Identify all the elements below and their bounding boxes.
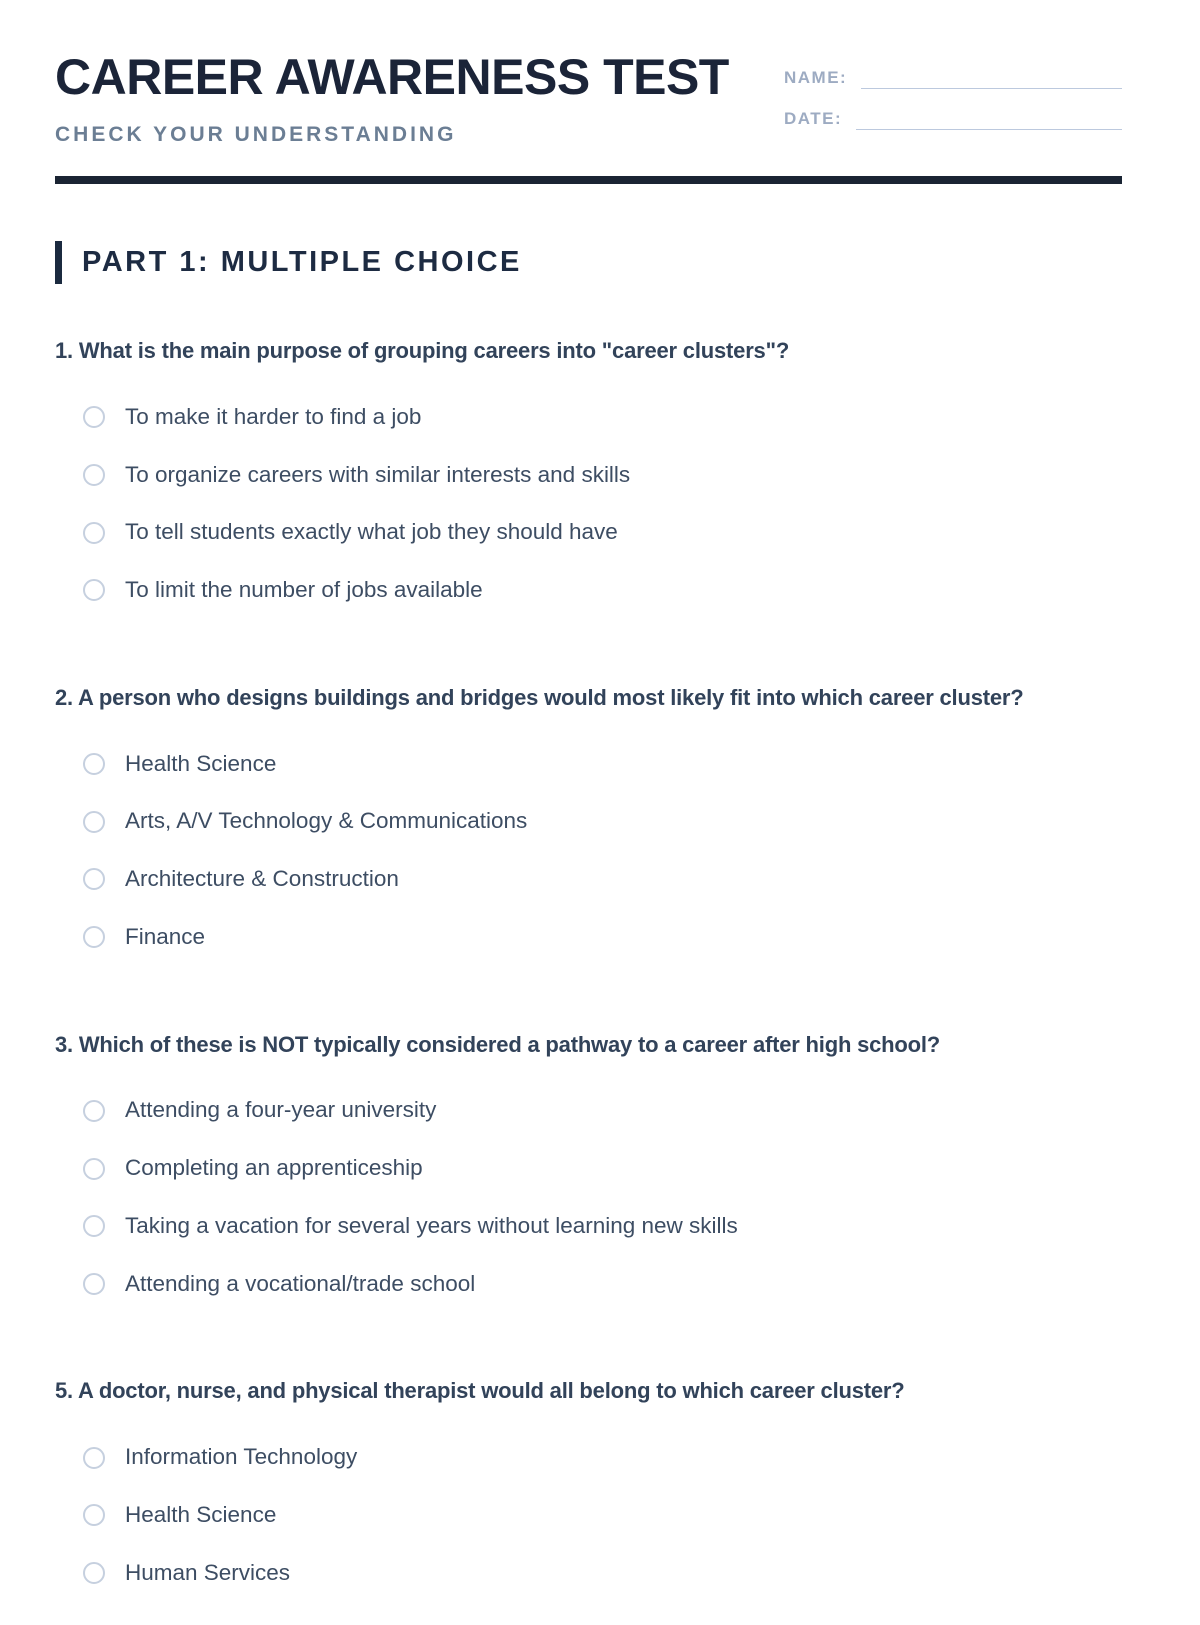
answer-option xyxy=(83,1156,1122,1181)
answer-option xyxy=(83,867,1122,892)
name-label: NAME: xyxy=(784,68,848,87)
option-label: Human Services xyxy=(125,1559,291,1585)
page-title: CAREER AWARENESS TEST xyxy=(55,49,729,105)
section-heading xyxy=(55,241,1122,284)
option-label: Information Technology xyxy=(125,1444,358,1470)
answer-option xyxy=(83,578,1122,603)
option-label: Arts, A/V Technology & Communications xyxy=(125,808,528,834)
question-text: 2. A person who designs buildings and bridges would most likely fit into which career cluster? xyxy=(55,684,1024,710)
answer-option xyxy=(83,1561,1122,1586)
radio-button-icon[interactable] xyxy=(83,811,105,833)
radio-button-icon[interactable] xyxy=(83,1504,105,1526)
options-group xyxy=(55,752,1122,950)
header-title-block xyxy=(55,49,784,147)
answer-option xyxy=(83,520,1122,545)
radio-button-icon[interactable] xyxy=(83,1100,105,1122)
date-label: DATE: xyxy=(784,109,843,128)
question-text: 1. What is the main purpose of grouping careers into "career clusters"? xyxy=(55,338,790,363)
question-1 xyxy=(55,330,1122,603)
answer-option xyxy=(83,1503,1122,1528)
question-list xyxy=(55,330,1122,1625)
radio-button-icon[interactable] xyxy=(83,868,105,890)
option-label: Attending a four-year university xyxy=(125,1097,437,1123)
answer-option xyxy=(83,1098,1122,1123)
answer-option xyxy=(83,925,1122,950)
radio-button-icon[interactable] xyxy=(83,926,105,948)
section-accent-bar xyxy=(55,241,62,284)
option-label: To make it harder to find a job xyxy=(125,403,422,429)
radio-button-icon[interactable] xyxy=(83,1447,105,1469)
option-label: Health Science xyxy=(125,1501,277,1527)
date-input-line[interactable] xyxy=(856,108,1122,130)
name-date-block xyxy=(784,52,1122,149)
radio-button-icon[interactable] xyxy=(83,1273,105,1295)
options-group xyxy=(55,1445,1122,1585)
question-3 xyxy=(55,1024,1122,1297)
answer-option xyxy=(83,752,1122,777)
name-input-line[interactable] xyxy=(861,67,1122,89)
options-group xyxy=(55,1098,1122,1296)
answer-option xyxy=(83,1214,1122,1239)
option-label: Finance xyxy=(125,923,206,949)
option-label: To tell students exactly what job they should have xyxy=(125,519,618,545)
section-title-text: PART 1: MULTIPLE CHOICE xyxy=(82,246,522,278)
question-5 xyxy=(55,1370,1122,1585)
header-divider xyxy=(55,176,1122,184)
radio-button-icon[interactable] xyxy=(83,1562,105,1584)
options-group xyxy=(55,405,1122,603)
option-label: To organize careers with similar interests and skills xyxy=(125,461,631,487)
answer-option xyxy=(83,1272,1122,1297)
page-subtitle: CHECK YOUR UNDERSTANDING xyxy=(55,123,457,146)
header xyxy=(55,49,1122,149)
question-text: 3. Which of these is NOT typically considered a pathway to a career after high school? xyxy=(55,1031,941,1057)
option-label: Attending a vocational/trade school xyxy=(125,1270,476,1296)
option-label: Completing an apprenticeship xyxy=(125,1155,423,1181)
answer-option xyxy=(83,463,1122,488)
radio-button-icon[interactable] xyxy=(83,406,105,428)
question-text: 5. A doctor, nurse, and physical therapist would all belong to which career cluster? xyxy=(55,1378,905,1404)
answer-option xyxy=(83,405,1122,430)
option-label: Health Science xyxy=(125,750,277,776)
radio-button-icon[interactable] xyxy=(83,1158,105,1180)
answer-option xyxy=(83,1445,1122,1470)
name-field-row xyxy=(784,67,1122,89)
radio-button-icon[interactable] xyxy=(83,464,105,486)
radio-button-icon[interactable] xyxy=(83,579,105,601)
radio-button-icon[interactable] xyxy=(83,753,105,775)
option-label: Taking a vacation for several years without learning new skills xyxy=(125,1212,738,1238)
date-field-row xyxy=(784,108,1122,130)
radio-button-icon[interactable] xyxy=(83,522,105,544)
answer-option xyxy=(83,809,1122,834)
radio-button-icon[interactable] xyxy=(83,1215,105,1237)
option-label: Architecture & Construction xyxy=(125,866,399,892)
option-label: To limit the number of jobs available xyxy=(125,577,483,603)
question-2 xyxy=(55,677,1122,950)
